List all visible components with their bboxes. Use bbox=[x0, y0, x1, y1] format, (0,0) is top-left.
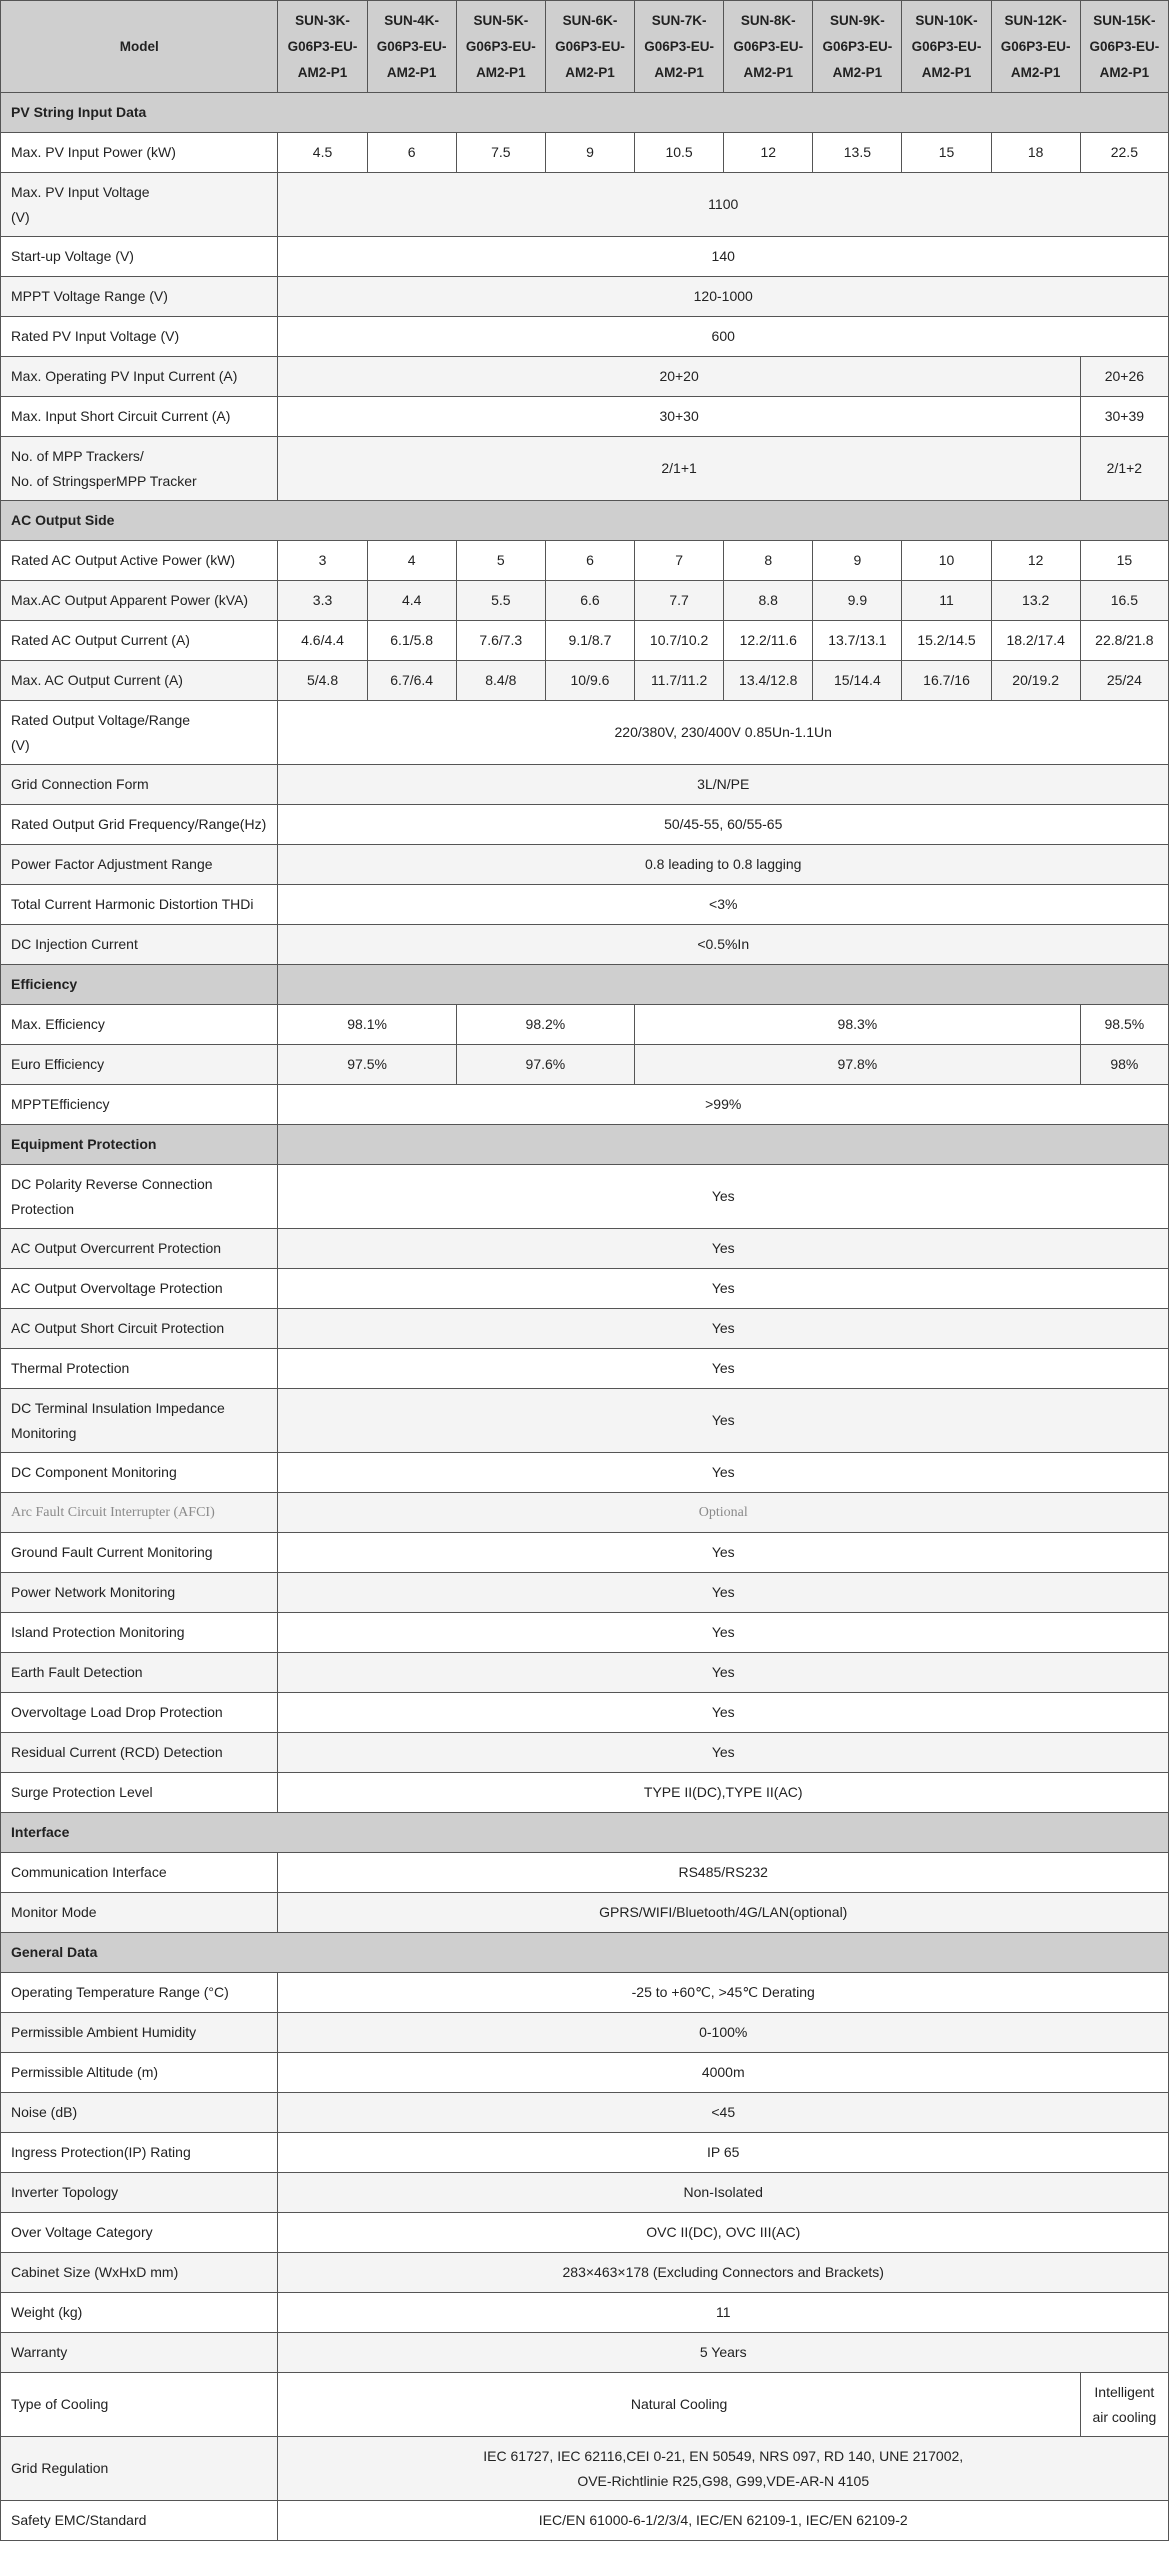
section-blank-cell bbox=[278, 965, 1169, 1005]
spec-value: 8.8 bbox=[724, 581, 813, 621]
spec-value: 97.6% bbox=[456, 1045, 634, 1085]
spec-value: 6.1/5.8 bbox=[367, 621, 456, 661]
spec-value: 13.5 bbox=[813, 133, 902, 173]
spec-row bbox=[1, 581, 1169, 621]
spec-value: Yes bbox=[278, 1533, 1169, 1573]
spec-value: 7.5 bbox=[456, 133, 545, 173]
spec-value: 3 bbox=[278, 541, 367, 581]
spec-value: 13.4/12.8 bbox=[724, 661, 813, 701]
spec-row bbox=[1, 1269, 1169, 1309]
spec-row bbox=[1, 805, 1169, 845]
spec-value: 12.2/11.6 bbox=[724, 621, 813, 661]
section-header-row bbox=[1, 501, 1169, 541]
spec-value: 9 bbox=[545, 133, 634, 173]
spec-label: Monitor Mode bbox=[1, 1893, 278, 1933]
spec-table-body bbox=[1, 1, 1169, 2541]
spec-value: <0.5%In bbox=[278, 925, 1169, 965]
spec-row bbox=[1, 2373, 1169, 2437]
spec-label: Inverter Topology bbox=[1, 2173, 278, 2213]
spec-value: <45 bbox=[278, 2093, 1169, 2133]
spec-value: IEC 61727, IEC 62116,CEI 0-21, EN 50549, NRS 097, RD 140, UNE 217002, OVE-Richtlinie R25,G98, G99,VDE-AR-N 4105 bbox=[278, 2437, 1169, 2501]
section-title: Interface bbox=[1, 1813, 1169, 1853]
spec-row bbox=[1, 2437, 1169, 2501]
model-header-row bbox=[1, 1, 1169, 93]
spec-value: 0.8 leading to 0.8 lagging bbox=[278, 845, 1169, 885]
spec-value: 98.3% bbox=[635, 1005, 1081, 1045]
spec-label: Max. Input Short Circuit Current (A) bbox=[1, 397, 278, 437]
spec-value: 1100 bbox=[278, 173, 1169, 237]
spec-row bbox=[1, 1893, 1169, 1933]
spec-label: Warranty bbox=[1, 2333, 278, 2373]
spec-row bbox=[1, 1005, 1169, 1045]
spec-row bbox=[1, 1733, 1169, 1773]
section-header-row bbox=[1, 965, 1169, 1005]
spec-label: MPPT Voltage Range (V) bbox=[1, 277, 278, 317]
spec-value: -25 to +60℃, >45℃ Derating bbox=[278, 1973, 1169, 2013]
spec-value: 8 bbox=[724, 541, 813, 581]
spec-value: 98.5% bbox=[1080, 1005, 1168, 1045]
spec-value: 22.5 bbox=[1080, 133, 1168, 173]
spec-value: 4.4 bbox=[367, 581, 456, 621]
model-name-cell: SUN-4K- G06P3-EU- AM2-P1 bbox=[367, 1, 456, 93]
spec-value: 4.6/4.4 bbox=[278, 621, 367, 661]
spec-row bbox=[1, 2213, 1169, 2253]
spec-row bbox=[1, 1349, 1169, 1389]
model-header-label: Model bbox=[1, 1, 278, 93]
section-title: Equipment Protection bbox=[1, 1125, 278, 1165]
spec-value: 140 bbox=[278, 237, 1169, 277]
model-name-cell: SUN-15K- G06P3-EU- AM2-P1 bbox=[1080, 1, 1168, 93]
spec-value: 4 bbox=[367, 541, 456, 581]
spec-label: Start-up Voltage (V) bbox=[1, 237, 278, 277]
spec-value: 98% bbox=[1080, 1045, 1168, 1085]
spec-value: 9 bbox=[813, 541, 902, 581]
spec-value: 5/4.8 bbox=[278, 661, 367, 701]
section-title: PV String Input Data bbox=[1, 93, 1169, 133]
spec-label: Type of Cooling bbox=[1, 2373, 278, 2437]
spec-value: Yes bbox=[278, 1165, 1169, 1229]
spec-value: 30+39 bbox=[1080, 397, 1168, 437]
spec-row bbox=[1, 2133, 1169, 2173]
spec-value: 98.1% bbox=[278, 1005, 456, 1045]
spec-row bbox=[1, 1853, 1169, 1893]
spec-value: OVC II(DC), OVC III(AC) bbox=[278, 2213, 1169, 2253]
spec-value: 12 bbox=[724, 133, 813, 173]
spec-label: Max. AC Output Current (A) bbox=[1, 661, 278, 701]
spec-label: Overvoltage Load Drop Protection bbox=[1, 1693, 278, 1733]
spec-value: 18.2/17.4 bbox=[991, 621, 1080, 661]
spec-row bbox=[1, 1773, 1169, 1813]
spec-label: Euro Efficiency bbox=[1, 1045, 278, 1085]
spec-label: No. of MPP Trackers/ No. of StringsperMPP Tracker bbox=[1, 437, 278, 501]
spec-row bbox=[1, 437, 1169, 501]
spec-value: 6 bbox=[545, 541, 634, 581]
spec-label: AC Output Overcurrent Protection bbox=[1, 1229, 278, 1269]
spec-value: 8.4/8 bbox=[456, 661, 545, 701]
spec-value: 2/1+2 bbox=[1080, 437, 1168, 501]
spec-label: Rated AC Output Active Power (kW) bbox=[1, 541, 278, 581]
spec-value: 50/45-55, 60/55-65 bbox=[278, 805, 1169, 845]
spec-value: 2/1+1 bbox=[278, 437, 1080, 501]
spec-value: 120-1000 bbox=[278, 277, 1169, 317]
spec-row bbox=[1, 173, 1169, 237]
spec-row bbox=[1, 2173, 1169, 2213]
spec-value: 0-100% bbox=[278, 2013, 1169, 2053]
spec-label: Permissible Altitude (m) bbox=[1, 2053, 278, 2093]
spec-row bbox=[1, 277, 1169, 317]
spec-row bbox=[1, 1165, 1169, 1229]
spec-row bbox=[1, 357, 1169, 397]
model-name-cell: SUN-6K- G06P3-EU- AM2-P1 bbox=[545, 1, 634, 93]
spec-value: 12 bbox=[991, 541, 1080, 581]
spec-value: 16.5 bbox=[1080, 581, 1168, 621]
spec-label: AC Output Overvoltage Protection bbox=[1, 1269, 278, 1309]
spec-label: Residual Current (RCD) Detection bbox=[1, 1733, 278, 1773]
spec-value: Yes bbox=[278, 1653, 1169, 1693]
spec-value: 5.5 bbox=[456, 581, 545, 621]
spec-label: Communication Interface bbox=[1, 1853, 278, 1893]
spec-value: 6 bbox=[367, 133, 456, 173]
spec-row bbox=[1, 1653, 1169, 1693]
spec-label: Earth Fault Detection bbox=[1, 1653, 278, 1693]
spec-value: Yes bbox=[278, 1309, 1169, 1349]
spec-label: Safety EMC/Standard bbox=[1, 2501, 278, 2541]
spec-label: Surge Protection Level bbox=[1, 1773, 278, 1813]
spec-value: 20+20 bbox=[278, 357, 1080, 397]
spec-label: Thermal Protection bbox=[1, 1349, 278, 1389]
spec-label: Cabinet Size (WxHxD mm) bbox=[1, 2253, 278, 2293]
spec-value: GPRS/WIFI/Bluetooth/4G/LAN(optional) bbox=[278, 1893, 1169, 1933]
spec-value: Non-Isolated bbox=[278, 2173, 1169, 2213]
spec-value: 220/380V, 230/400V 0.85Un-1.1Un bbox=[278, 701, 1169, 765]
spec-value: Optional bbox=[278, 1493, 1169, 1533]
model-name-cell: SUN-7K- G06P3-EU- AM2-P1 bbox=[635, 1, 724, 93]
spec-value: 7.6/7.3 bbox=[456, 621, 545, 661]
spec-label: MPPTEfficiency bbox=[1, 1085, 278, 1125]
spec-label: Power Factor Adjustment Range bbox=[1, 845, 278, 885]
spec-value: TYPE II(DC),TYPE II(AC) bbox=[278, 1773, 1169, 1813]
spec-value: 3.3 bbox=[278, 581, 367, 621]
model-name-cell: SUN-10K- G06P3-EU- AM2-P1 bbox=[902, 1, 991, 93]
spec-value: 11 bbox=[278, 2293, 1169, 2333]
spec-value: Intelligent air cooling bbox=[1080, 2373, 1168, 2437]
spec-row bbox=[1, 845, 1169, 885]
spec-label: DC Terminal Insulation Impedance Monitoring bbox=[1, 1389, 278, 1453]
spec-label: Max. PV Input Power (kW) bbox=[1, 133, 278, 173]
spec-value: Yes bbox=[278, 1573, 1169, 1613]
section-header-row bbox=[1, 1125, 1169, 1165]
spec-value: 4.5 bbox=[278, 133, 367, 173]
spec-label: Rated AC Output Current (A) bbox=[1, 621, 278, 661]
spec-label: Operating Temperature Range (°C) bbox=[1, 1973, 278, 2013]
spec-row bbox=[1, 2333, 1169, 2373]
spec-row bbox=[1, 1309, 1169, 1349]
spec-label: Grid Regulation bbox=[1, 2437, 278, 2501]
spec-value: 97.8% bbox=[635, 1045, 1081, 1085]
spec-value: 20+26 bbox=[1080, 357, 1168, 397]
spec-row bbox=[1, 2501, 1169, 2541]
spec-value: IEC/EN 61000-6-1/2/3/4, IEC/EN 62109-1, IEC/EN 62109-2 bbox=[278, 2501, 1169, 2541]
spec-row bbox=[1, 1493, 1169, 1533]
spec-label: Rated Output Voltage/Range (V) bbox=[1, 701, 278, 765]
spec-value: RS485/RS232 bbox=[278, 1853, 1169, 1893]
spec-label: Over Voltage Category bbox=[1, 2213, 278, 2253]
spec-row bbox=[1, 1693, 1169, 1733]
spec-row bbox=[1, 1453, 1169, 1493]
spec-row bbox=[1, 925, 1169, 965]
spec-value: 7.7 bbox=[635, 581, 724, 621]
spec-row bbox=[1, 541, 1169, 581]
spec-value: Yes bbox=[278, 1269, 1169, 1309]
spec-value: 15 bbox=[902, 133, 991, 173]
model-name-cell: SUN-3K- G06P3-EU- AM2-P1 bbox=[278, 1, 367, 93]
spec-value: 97.5% bbox=[278, 1045, 456, 1085]
spec-row bbox=[1, 2013, 1169, 2053]
spec-label: Ingress Protection(IP) Rating bbox=[1, 2133, 278, 2173]
spec-value: Yes bbox=[278, 1733, 1169, 1773]
spec-value: 6.7/6.4 bbox=[367, 661, 456, 701]
spec-row bbox=[1, 2093, 1169, 2133]
spec-value: 18 bbox=[991, 133, 1080, 173]
spec-value: >99% bbox=[278, 1085, 1169, 1125]
section-blank-cell bbox=[278, 1125, 1169, 1165]
section-header-row bbox=[1, 1813, 1169, 1853]
model-name-cell: SUN-12K- G06P3-EU- AM2-P1 bbox=[991, 1, 1080, 93]
spec-row bbox=[1, 1973, 1169, 2013]
spec-row bbox=[1, 1573, 1169, 1613]
section-header-row bbox=[1, 93, 1169, 133]
spec-label: Max. Operating PV Input Current (A) bbox=[1, 357, 278, 397]
spec-row bbox=[1, 1533, 1169, 1573]
spec-label: Weight (kg) bbox=[1, 2293, 278, 2333]
spec-row bbox=[1, 1229, 1169, 1269]
spec-value: 9.9 bbox=[813, 581, 902, 621]
spec-value: 10 bbox=[902, 541, 991, 581]
spec-value: 22.8/21.8 bbox=[1080, 621, 1168, 661]
spec-value: Yes bbox=[278, 1389, 1169, 1453]
spec-row bbox=[1, 1045, 1169, 1085]
spec-value: 13.2 bbox=[991, 581, 1080, 621]
spec-row bbox=[1, 1389, 1169, 1453]
spec-value: 30+30 bbox=[278, 397, 1080, 437]
spec-value: 283×463×178 (Excluding Connectors and Brackets) bbox=[278, 2253, 1169, 2293]
spec-value: 7 bbox=[635, 541, 724, 581]
spec-value: Yes bbox=[278, 1349, 1169, 1389]
spec-row bbox=[1, 317, 1169, 357]
spec-label: Max.AC Output Apparent Power (kVA) bbox=[1, 581, 278, 621]
spec-row bbox=[1, 1085, 1169, 1125]
spec-label: AC Output Short Circuit Protection bbox=[1, 1309, 278, 1349]
spec-label: DC Polarity Reverse Connection Protection bbox=[1, 1165, 278, 1229]
spec-label: Max. PV Input Voltage (V) bbox=[1, 173, 278, 237]
spec-value: Yes bbox=[278, 1613, 1169, 1653]
spec-value: 600 bbox=[278, 317, 1169, 357]
spec-value: Yes bbox=[278, 1229, 1169, 1269]
spec-row bbox=[1, 661, 1169, 701]
spec-value: 5 bbox=[456, 541, 545, 581]
spec-label: DC Injection Current bbox=[1, 925, 278, 965]
spec-value: 13.7/13.1 bbox=[813, 621, 902, 661]
spec-label: Rated Output Grid Frequency/Range(Hz) bbox=[1, 805, 278, 845]
spec-label: Arc Fault Circuit Interrupter (AFCI) bbox=[1, 1493, 278, 1533]
spec-label: Permissible Ambient Humidity bbox=[1, 2013, 278, 2053]
spec-value: IP 65 bbox=[278, 2133, 1169, 2173]
spec-label: Max. Efficiency bbox=[1, 1005, 278, 1045]
spec-value: 4000m bbox=[278, 2053, 1169, 2093]
spec-label: DC Component Monitoring bbox=[1, 1453, 278, 1493]
spec-value: 9.1/8.7 bbox=[545, 621, 634, 661]
spec-value: 16.7/16 bbox=[902, 661, 991, 701]
section-header-row bbox=[1, 1933, 1169, 1973]
section-title: AC Output Side bbox=[1, 501, 1169, 541]
spec-row bbox=[1, 133, 1169, 173]
spec-value: 15.2/14.5 bbox=[902, 621, 991, 661]
spec-value: 11 bbox=[902, 581, 991, 621]
model-name-cell: SUN-9K- G06P3-EU- AM2-P1 bbox=[813, 1, 902, 93]
spec-value: 20/19.2 bbox=[991, 661, 1080, 701]
spec-row bbox=[1, 621, 1169, 661]
spec-value: 25/24 bbox=[1080, 661, 1168, 701]
spec-value: 10.7/10.2 bbox=[635, 621, 724, 661]
spec-row bbox=[1, 397, 1169, 437]
model-name-cell: SUN-5K- G06P3-EU- AM2-P1 bbox=[456, 1, 545, 93]
spec-label: Total Current Harmonic Distortion THDi bbox=[1, 885, 278, 925]
spec-row bbox=[1, 765, 1169, 805]
spec-value: 3L/N/PE bbox=[278, 765, 1169, 805]
section-title: Efficiency bbox=[1, 965, 278, 1005]
spec-value: 15 bbox=[1080, 541, 1168, 581]
spec-value: Yes bbox=[278, 1693, 1169, 1733]
section-title: General Data bbox=[1, 1933, 1169, 1973]
spec-value: 6.6 bbox=[545, 581, 634, 621]
spec-row bbox=[1, 885, 1169, 925]
spec-label: Grid Connection Form bbox=[1, 765, 278, 805]
spec-value: Yes bbox=[278, 1453, 1169, 1493]
spec-label: Ground Fault Current Monitoring bbox=[1, 1533, 278, 1573]
spec-row bbox=[1, 2253, 1169, 2293]
spec-value: 11.7/11.2 bbox=[635, 661, 724, 701]
spec-value: 15/14.4 bbox=[813, 661, 902, 701]
spec-value: 10.5 bbox=[635, 133, 724, 173]
spec-row bbox=[1, 2053, 1169, 2093]
spec-label: Power Network Monitoring bbox=[1, 1573, 278, 1613]
model-name-cell: SUN-8K- G06P3-EU- AM2-P1 bbox=[724, 1, 813, 93]
spec-row bbox=[1, 701, 1169, 765]
spec-value: 10/9.6 bbox=[545, 661, 634, 701]
spec-value: 5 Years bbox=[278, 2333, 1169, 2373]
spec-row bbox=[1, 237, 1169, 277]
spec-value: Natural Cooling bbox=[278, 2373, 1080, 2437]
spec-value: 98.2% bbox=[456, 1005, 634, 1045]
spec-label: Noise (dB) bbox=[1, 2093, 278, 2133]
spec-row bbox=[1, 1613, 1169, 1653]
spec-row bbox=[1, 2293, 1169, 2333]
spec-label: Rated PV Input Voltage (V) bbox=[1, 317, 278, 357]
spec-label: Island Protection Monitoring bbox=[1, 1613, 278, 1653]
spec-value: <3% bbox=[278, 885, 1169, 925]
